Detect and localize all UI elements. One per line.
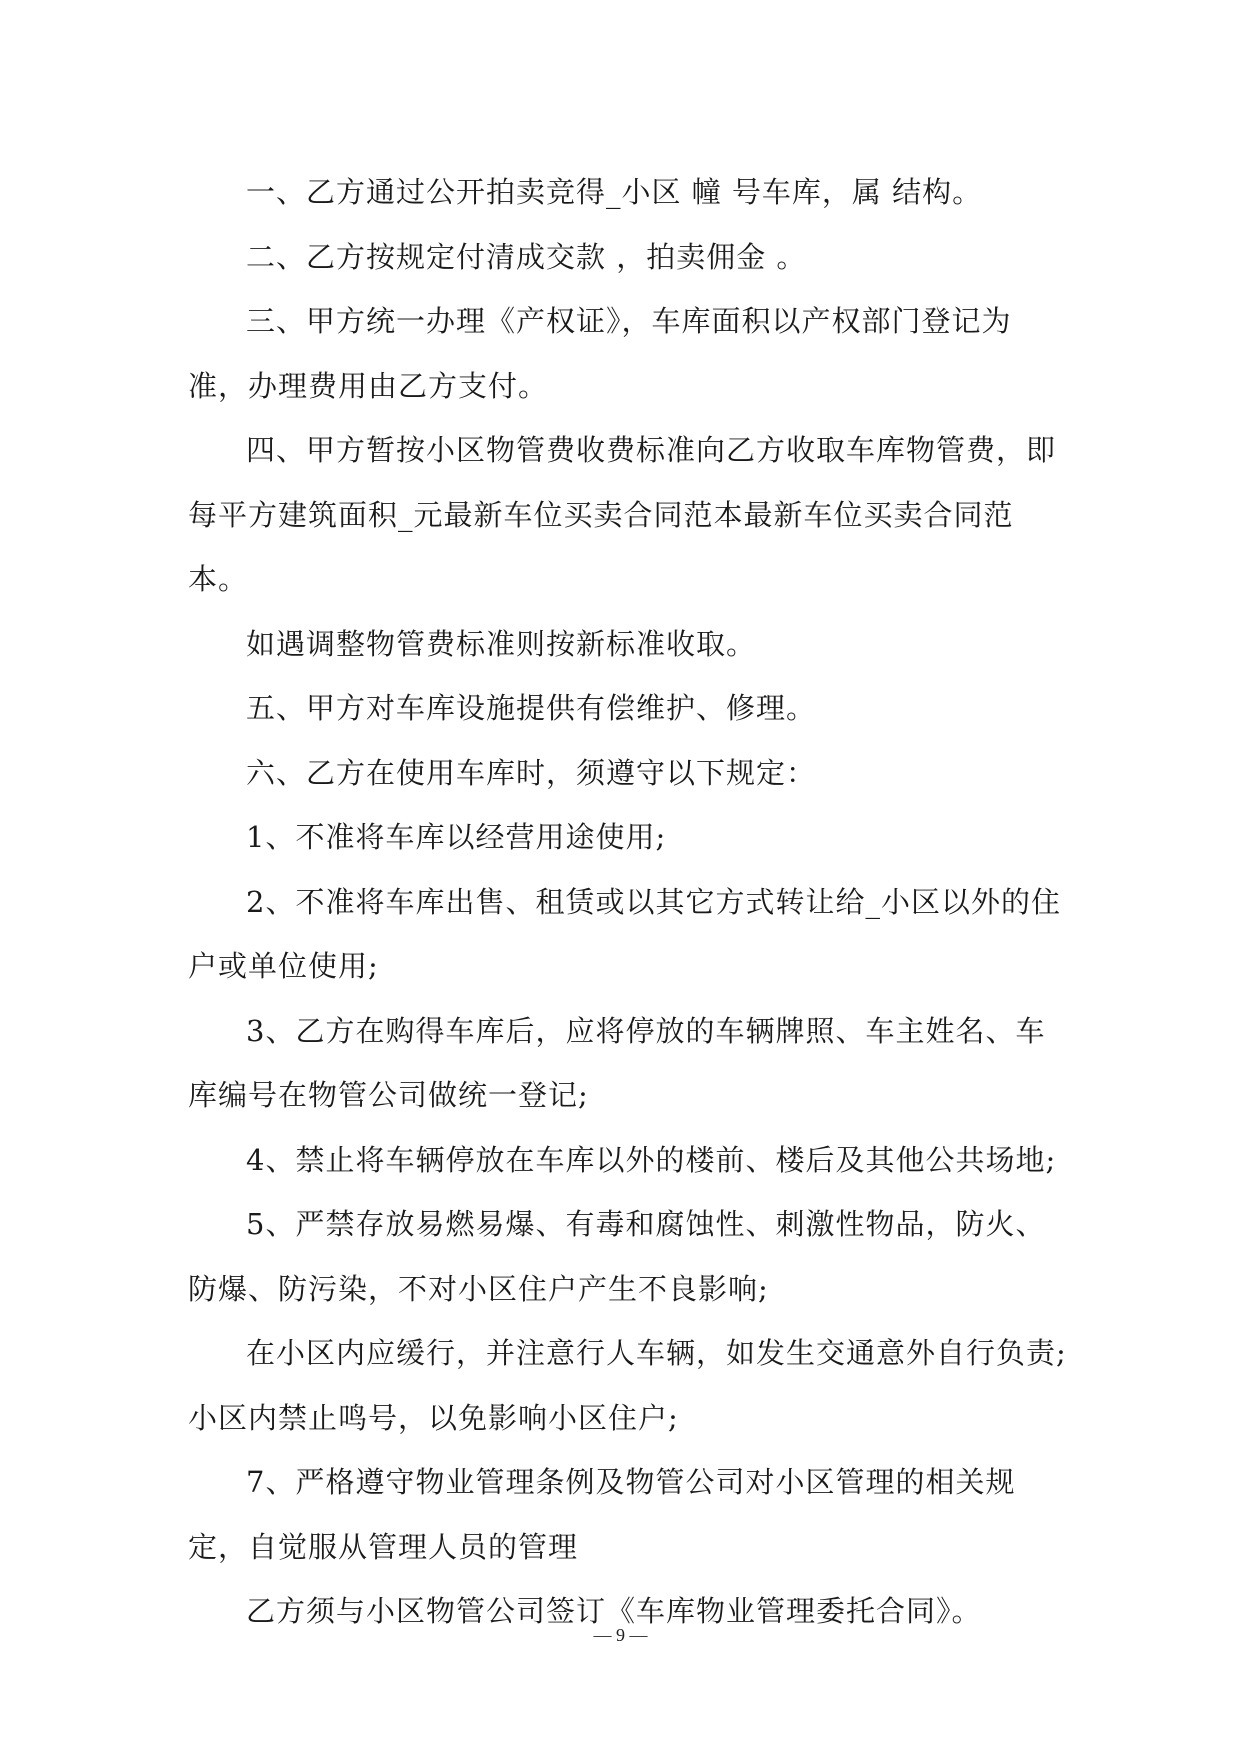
- rule-4-paragraph: 4、禁止将车辆停放在车库以外的楼前、楼后及其他公共场地;: [246, 1142, 1057, 1177]
- rule-2-paragraph: 2、不准将车库出售、租赁或以其它方式转让给_小区以外的住户或单位使用;: [188, 884, 1061, 983]
- rule-3-paragraph: 3、乙方在购得车库后，应将停放的车辆牌照、车主姓名、车库编号在物管公司做统一登记;: [188, 1013, 1046, 1112]
- driving-rule-paragraph: 在小区内应缓行，并注意行人车辆，如发生交通意外自行负责;小区内禁止鸣号，以免影响小区住户;: [188, 1336, 1067, 1435]
- page-number: — 9 —: [593, 1625, 648, 1645]
- clause-6-paragraph: 六、乙方在使用车库时，须遵守以下规定：: [246, 755, 817, 790]
- clause-4-paragraph: 四、甲方暂按小区物管费收费标准向乙方收取车库物管费，即每平方建筑面积_元最新车位买卖合同范本最新车位买卖合同范本。: [188, 433, 1057, 596]
- rule-7-paragraph: 7、严格遵守物业管理条例及物管公司对小区管理的相关规定，自觉服从管理人员的管理: [188, 1465, 1016, 1564]
- document-body: [188, 160, 1068, 1644]
- clause-2-paragraph: 二、乙方按规定付清成交款 ，拍卖佣金 。: [246, 239, 807, 274]
- clause-3-paragraph: 三、甲方统一办理《产权证》，车库面积以产权部门登记为准，办理费用由乙方支付。: [188, 304, 1012, 403]
- contract-signing-paragraph: 乙方须与小区物管公司签订《车库物业管理委托合同》。: [246, 1594, 982, 1628]
- rule-5-paragraph: 5、严禁存放易燃易爆、有毒和腐蚀性、刺激性物品，防火、防爆、防污染，不对小区住户产生不良影响;: [188, 1207, 1046, 1306]
- rule-1-paragraph: 1、不准将车库以经营用途使用;: [246, 820, 667, 854]
- clause-1-paragraph: 一、乙方通过公开拍卖竞得_小区 幢 号车库，属 结构。: [246, 175, 983, 209]
- fee-adjustment-paragraph: 如遇调整物管费标准则按新标准收取。: [246, 626, 757, 661]
- clause-5-paragraph: 五、甲方对车库设施提供有偿维护、修理。: [246, 691, 817, 725]
